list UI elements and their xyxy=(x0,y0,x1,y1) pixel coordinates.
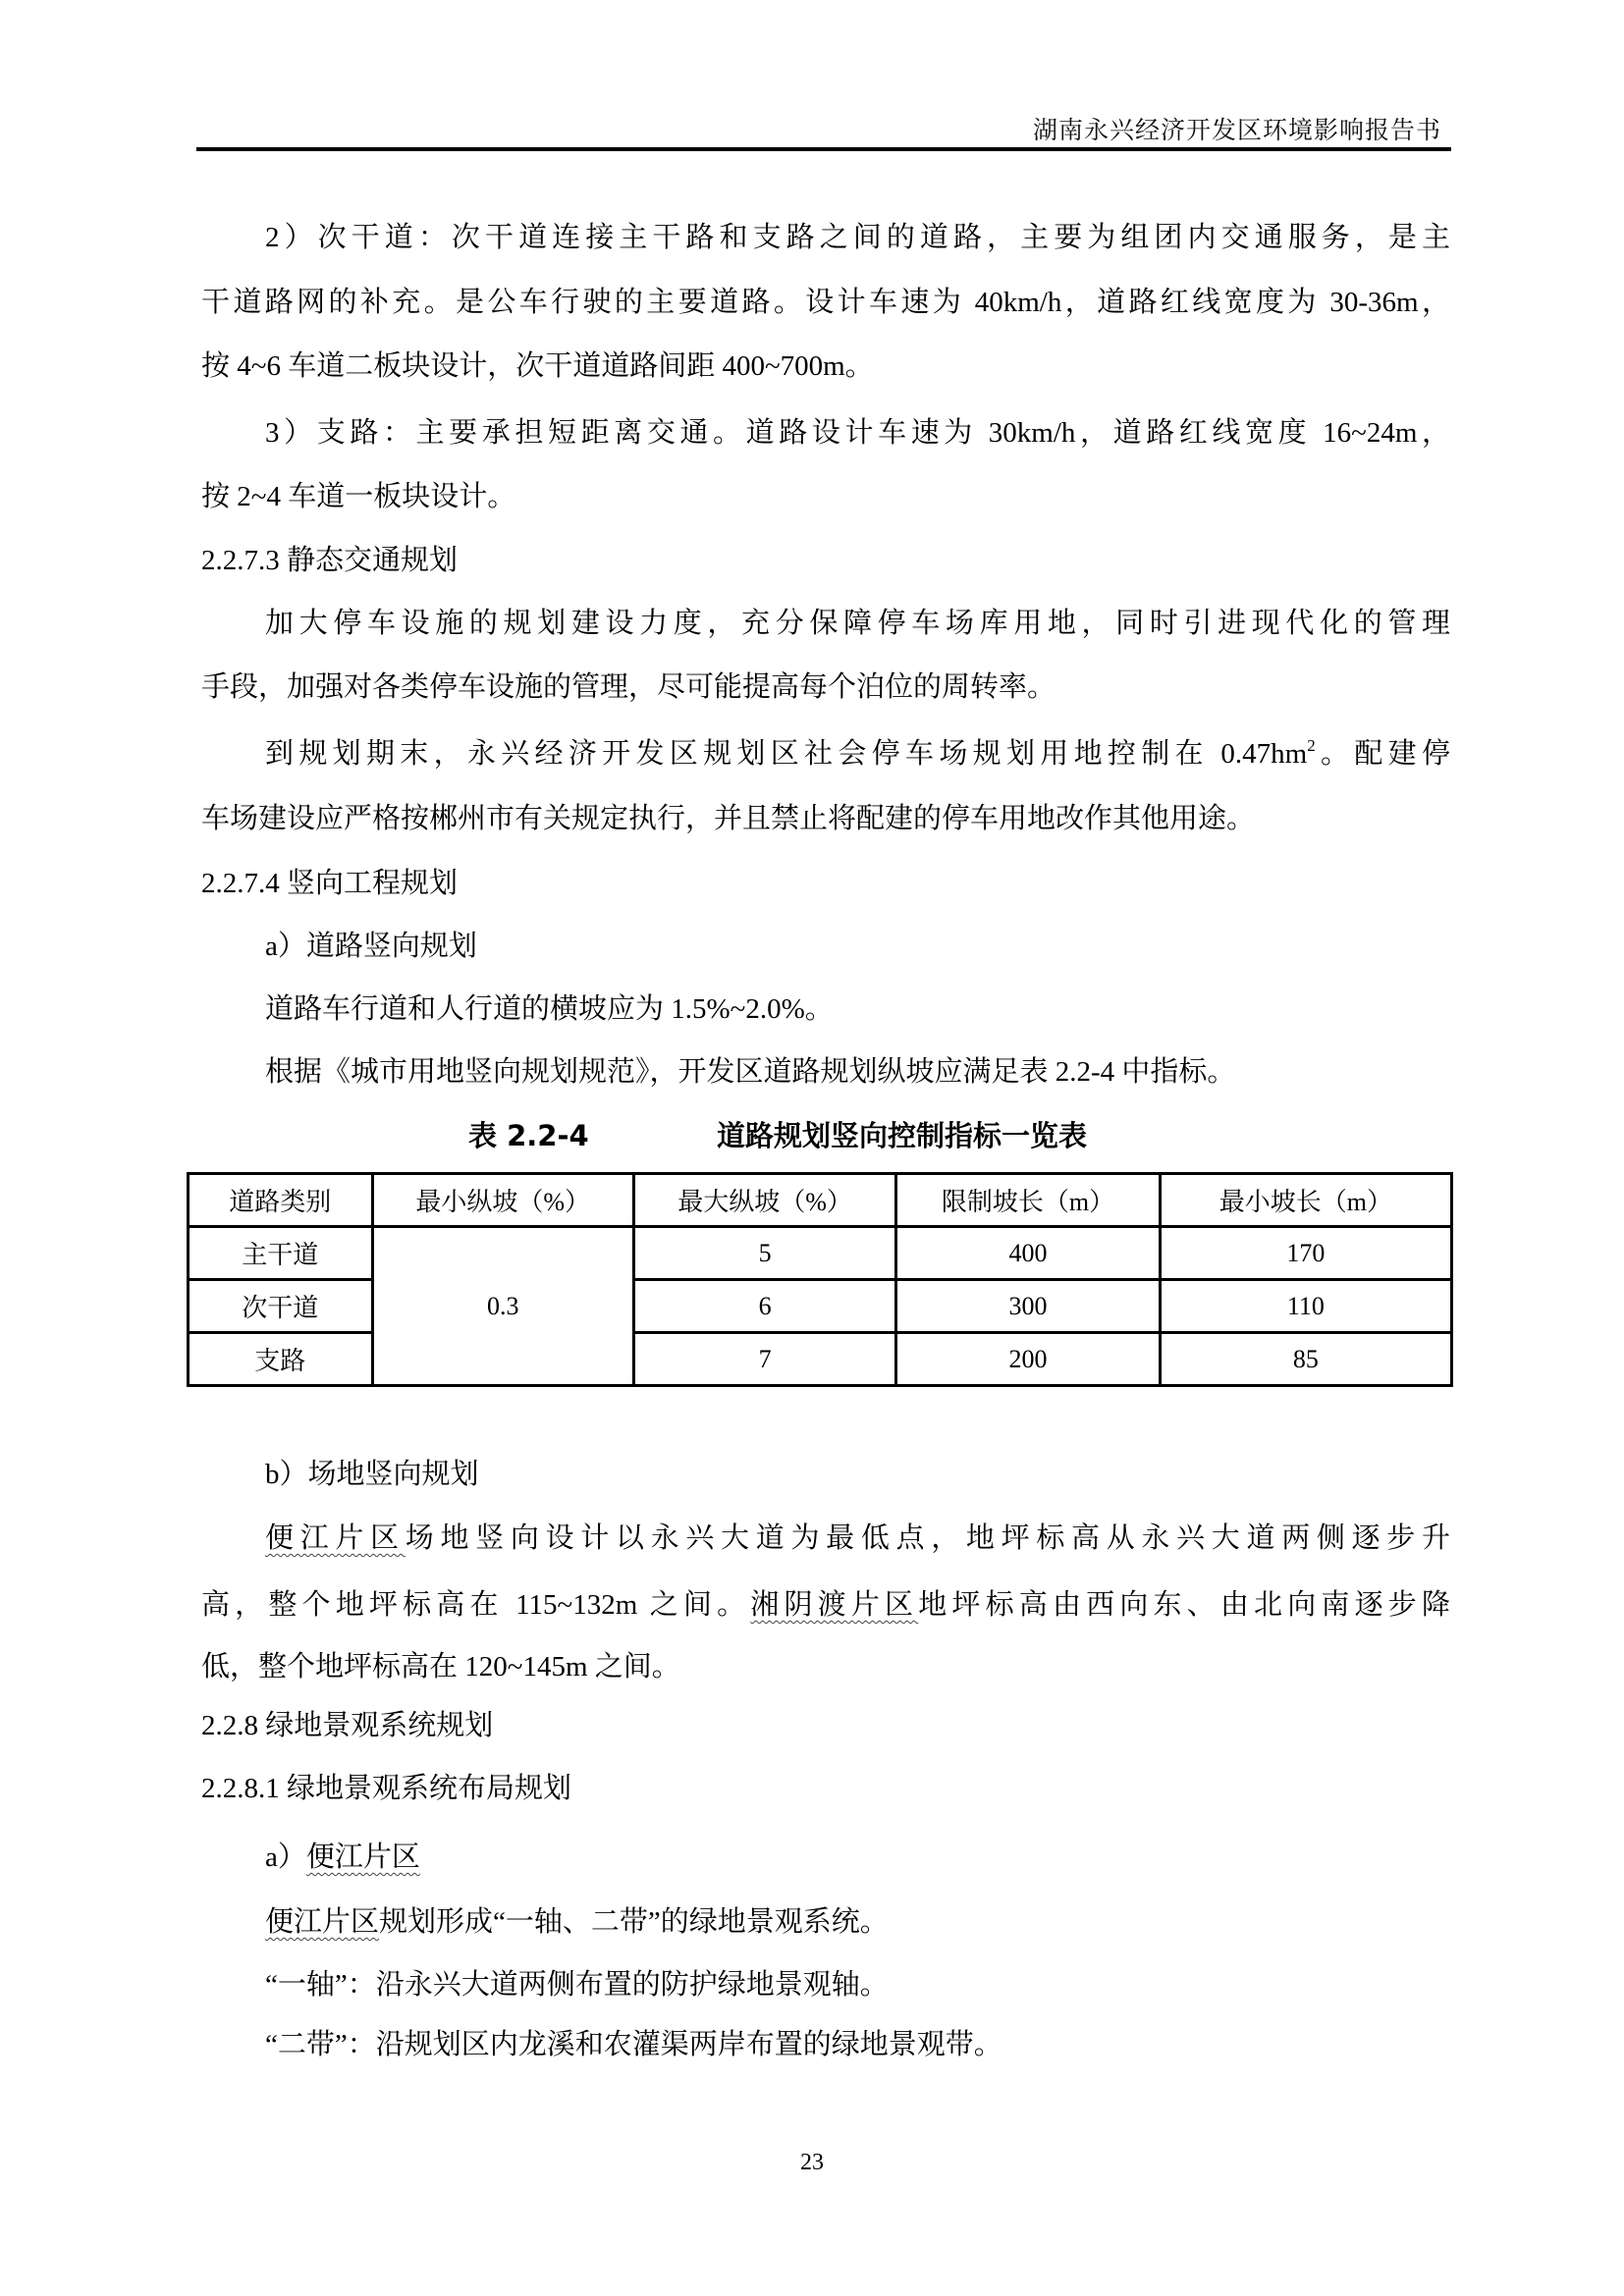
max-slope-cell: 5 xyxy=(633,1227,895,1280)
max-slope-cell: 6 xyxy=(633,1280,895,1333)
flagged-term: 便江片区 xyxy=(265,1522,406,1554)
paragraph-line xyxy=(265,1519,1450,1558)
road-type-cell: 支路 xyxy=(189,1333,373,1386)
paragraph-line xyxy=(265,1902,1450,1942)
min-slope-cell: 0.3 xyxy=(372,1227,633,1386)
column-header: 道路类别 xyxy=(189,1174,373,1227)
paragraph-line: 低，整个地坪标高在 120~145m 之间。 xyxy=(201,1651,680,1682)
min-length-cell: 170 xyxy=(1160,1227,1451,1280)
paragraph-line: 干道路网的补充。是公车行驶的主要道路。设计车速为 40km/h，道路红线宽度为 30-36m， xyxy=(201,287,1450,318)
paragraph-line: 按 4~6 车道二板块设计，次干道道路间距 400~700m。 xyxy=(201,350,874,382)
text: 高，整个地坪标高在 115~132m 之间。 xyxy=(201,1589,751,1621)
paragraph-line: 2）次干道：次干道连接主干路和支路之间的道路，主要为组团内交通服务，是主 xyxy=(265,222,1450,253)
paragraph-line xyxy=(265,734,1450,774)
subheading-a: a）道路竖向规划 xyxy=(265,931,477,962)
subheading-a-bianjiang xyxy=(265,1838,1450,1877)
paragraph-line: 车场建设应严格按郴州市有关规定执行，并且禁止将配建的停车用地改作其他用途。 xyxy=(201,803,1256,834)
flagged-term: 便江片区 xyxy=(265,1906,380,1938)
min-length-cell: 85 xyxy=(1160,1333,1451,1386)
paragraph-line: 3）支路：主要承担短距离交通。道路设计车速为 30km/h，道路红线宽度 16~24m， xyxy=(265,417,1450,449)
table-caption xyxy=(0,1116,1624,1155)
section-heading-2-2-8-1: 2.2.8.1 绿地景观系统布局规划 xyxy=(201,1773,572,1804)
page-number: 23 xyxy=(800,2150,824,2175)
paragraph-line: 按 2~4 车道一板块设计。 xyxy=(201,481,516,512)
text: 到规划期末，永兴经济开发区规划区社会停车场规划用地控制在 0.47hm xyxy=(265,738,1308,770)
paragraph-line: 加大停车设施的规划建设力度，充分保障停车场库用地，同时引进现代化的管理 xyxy=(265,608,1450,639)
text: 地坪标高由西向东、由北向南逐步降 xyxy=(918,1589,1450,1621)
flagged-term: 便江片区 xyxy=(305,1842,420,1873)
column-header: 限制坡长（m） xyxy=(896,1174,1160,1227)
column-header: 最大纵坡（%） xyxy=(633,1174,895,1227)
paragraph-line xyxy=(201,1585,1450,1625)
slope-control-table xyxy=(187,1172,1453,1387)
header-divider xyxy=(196,147,1451,151)
limit-length-cell: 200 xyxy=(896,1333,1160,1386)
text: 场地竖向设计以永兴大道为最低点，地坪标高从永兴大道两侧逐步升 xyxy=(405,1522,1450,1554)
min-length-cell: 110 xyxy=(1160,1280,1451,1333)
document-title: 湖南永兴经济开发区环境影响报告书 xyxy=(1032,116,1441,144)
road-type-cell: 次干道 xyxy=(189,1280,373,1333)
section-heading-2-2-7-3: 2.2.7.3 静态交通规划 xyxy=(201,545,459,576)
column-header: 最小纵坡（%） xyxy=(372,1174,633,1227)
text: 。配建停 xyxy=(1315,738,1450,770)
road-type-cell: 主干道 xyxy=(189,1227,373,1280)
paragraph-line: 手段，加强对各类停车设施的管理，尽可能提高每个泊位的周转率。 xyxy=(201,671,1056,703)
paragraph-line: 根据《城市用地竖向规划规范》，开发区道路规划纵坡应满足表 2.2-4 中指标。 xyxy=(265,1056,1236,1088)
paragraph-line: “二带”：沿规划区内龙溪和农灌渠两岸布置的绿地景观带。 xyxy=(265,2029,1002,2060)
paragraph-line: 道路车行道和人行道的横坡应为 1.5%~2.0%。 xyxy=(265,993,834,1025)
column-header: 最小坡长（m） xyxy=(1160,1174,1451,1227)
paragraph-line: “一轴”：沿永兴大道两侧布置的防护绿地景观轴。 xyxy=(265,1969,889,2001)
limit-length-cell: 300 xyxy=(896,1280,1160,1333)
table-header-row xyxy=(189,1174,1452,1227)
table-name: 道路规划竖向控制指标一览表 xyxy=(717,1119,1088,1152)
text: 规划形成“一轴、二带”的绿地景观系统。 xyxy=(379,1906,889,1938)
text: a） xyxy=(265,1842,306,1873)
flagged-term: 湘阴渡片区 xyxy=(750,1589,919,1621)
limit-length-cell: 400 xyxy=(896,1227,1160,1280)
superscript: 2 xyxy=(1307,736,1316,755)
section-heading-2-2-7-4: 2.2.7.4 竖向工程规划 xyxy=(201,868,459,899)
table-row xyxy=(189,1227,1452,1280)
max-slope-cell: 7 xyxy=(633,1333,895,1386)
table-number: 表 2.2-4 xyxy=(468,1119,589,1152)
subheading-b: b）场地竖向规划 xyxy=(265,1459,479,1490)
section-heading-2-2-8: 2.2.8 绿地景观系统规划 xyxy=(201,1710,494,1741)
